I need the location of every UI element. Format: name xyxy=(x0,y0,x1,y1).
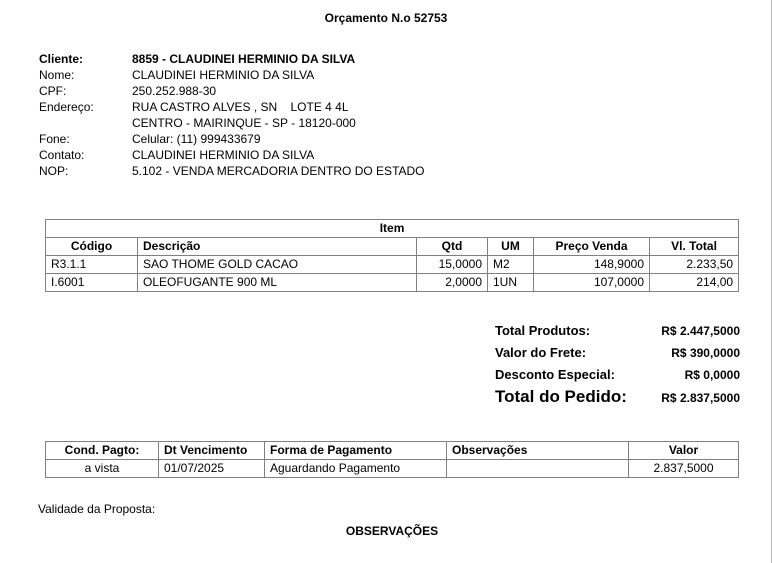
column-header-forma-pagamento: Forma de Pagamento xyxy=(265,442,447,460)
column-header-dt-vencimento: Dt Vencimento xyxy=(159,442,265,460)
valor-frete-value: R$ 390,0000 xyxy=(671,346,740,360)
proposal-validity: Validade da Proposta: xyxy=(38,502,156,516)
item-unit: 1UN xyxy=(488,274,534,292)
client-label: Endereço: xyxy=(39,100,94,114)
items-table xyxy=(45,219,739,292)
column-header-valor: Valor xyxy=(629,442,739,460)
total-pedido-row xyxy=(495,386,740,408)
column-header-cond-pagto: Cond. Pagto: xyxy=(46,442,159,460)
items-caption: Item xyxy=(46,220,739,238)
item-qty: 2,0000 xyxy=(417,274,488,292)
client-value: CLAUDINEI HERMINIO DA SILVA xyxy=(132,148,315,162)
item-description: OLEOFUGANTE 900 ML xyxy=(138,274,417,292)
payment-notes xyxy=(447,460,629,478)
payment-value: 2.837,5000 xyxy=(629,460,739,478)
items-caption-row xyxy=(46,220,739,238)
client-row-nome xyxy=(39,67,639,83)
total-produtos-label: Total Produtos: xyxy=(495,323,591,338)
total-pedido-value: R$ 2.837,5000 xyxy=(661,391,740,405)
item-code: R3.1.1 xyxy=(46,256,138,274)
payment-header-row xyxy=(46,442,739,460)
client-value: 250.252.988-30 xyxy=(132,84,217,98)
column-header-observacoes: Observações xyxy=(447,442,629,460)
client-row-nop xyxy=(39,163,639,179)
item-price: 107,0000 xyxy=(534,274,650,292)
client-value: Celular: (11) 999433679 xyxy=(132,132,261,146)
items-header-row xyxy=(46,238,739,256)
payment-method: Aguardando Pagamento xyxy=(265,460,447,478)
table-row xyxy=(46,460,739,478)
table-row xyxy=(46,256,739,274)
column-header-descricao: Descrição xyxy=(138,238,417,256)
item-total: 2.233,50 xyxy=(650,256,739,274)
client-row-endereco xyxy=(39,99,639,115)
valor-frete-row xyxy=(495,342,740,364)
client-row-fone xyxy=(39,131,639,147)
desconto-label: Desconto Especial: xyxy=(495,367,615,382)
client-label: Cliente: xyxy=(39,52,84,66)
client-value: CLAUDINEI HERMINIO DA SILVA xyxy=(132,68,315,82)
column-header-codigo: Código xyxy=(46,238,138,256)
column-header-vl-total: Vl. Total xyxy=(650,238,739,256)
client-value: 8859 - CLAUDINEI HERMINIO DA SILVA xyxy=(132,52,356,66)
totals-block xyxy=(495,320,740,408)
desconto-row xyxy=(495,364,740,386)
column-header-preco-venda: Preço Venda xyxy=(534,238,650,256)
client-label xyxy=(39,115,132,131)
payment-table xyxy=(45,441,739,478)
valor-frete-label: Valor do Frete: xyxy=(495,345,587,360)
item-description: SAO THOME GOLD CACAO xyxy=(138,256,417,274)
client-label: Contato: xyxy=(39,148,85,162)
desconto-value: R$ 0,0000 xyxy=(684,368,740,382)
column-header-qtd: Qtd xyxy=(417,238,488,256)
item-qty: 15,0000 xyxy=(417,256,488,274)
item-price: 148,9000 xyxy=(534,256,650,274)
item-code: I.6001 xyxy=(46,274,138,292)
client-row-cliente xyxy=(39,51,639,67)
quote-title: Orçamento N.o 52753 xyxy=(324,11,448,25)
total-pedido-label: Total do Pedido: xyxy=(495,387,627,406)
item-unit: M2 xyxy=(488,256,534,274)
total-produtos-value: R$ 2.447,5000 xyxy=(661,324,740,338)
table-row xyxy=(46,274,739,292)
client-label: NOP: xyxy=(39,164,69,178)
column-header-um: UM xyxy=(488,238,534,256)
client-label: Nome: xyxy=(39,68,75,82)
client-value: RUA CASTRO ALVES , SN LOTE 4 4L xyxy=(132,100,349,114)
observations-title: OBSERVAÇÕES xyxy=(345,524,439,538)
client-label: CPF: xyxy=(39,84,67,98)
total-produtos-row xyxy=(495,320,740,342)
client-info xyxy=(39,51,639,179)
client-label: Fone: xyxy=(39,132,70,146)
client-value: CENTRO - MAIRINQUE - SP - 18120-000 xyxy=(132,116,356,130)
payment-cond: a vista xyxy=(46,460,159,478)
item-total: 214,00 xyxy=(650,274,739,292)
client-value: 5.102 - VENDA MERCADORIA DENTRO DO ESTADO xyxy=(132,164,425,178)
client-row-contato xyxy=(39,147,639,163)
client-row-cpf xyxy=(39,83,639,99)
payment-due-date: 01/07/2025 xyxy=(159,460,265,478)
client-row-endereco-2 xyxy=(39,115,639,131)
